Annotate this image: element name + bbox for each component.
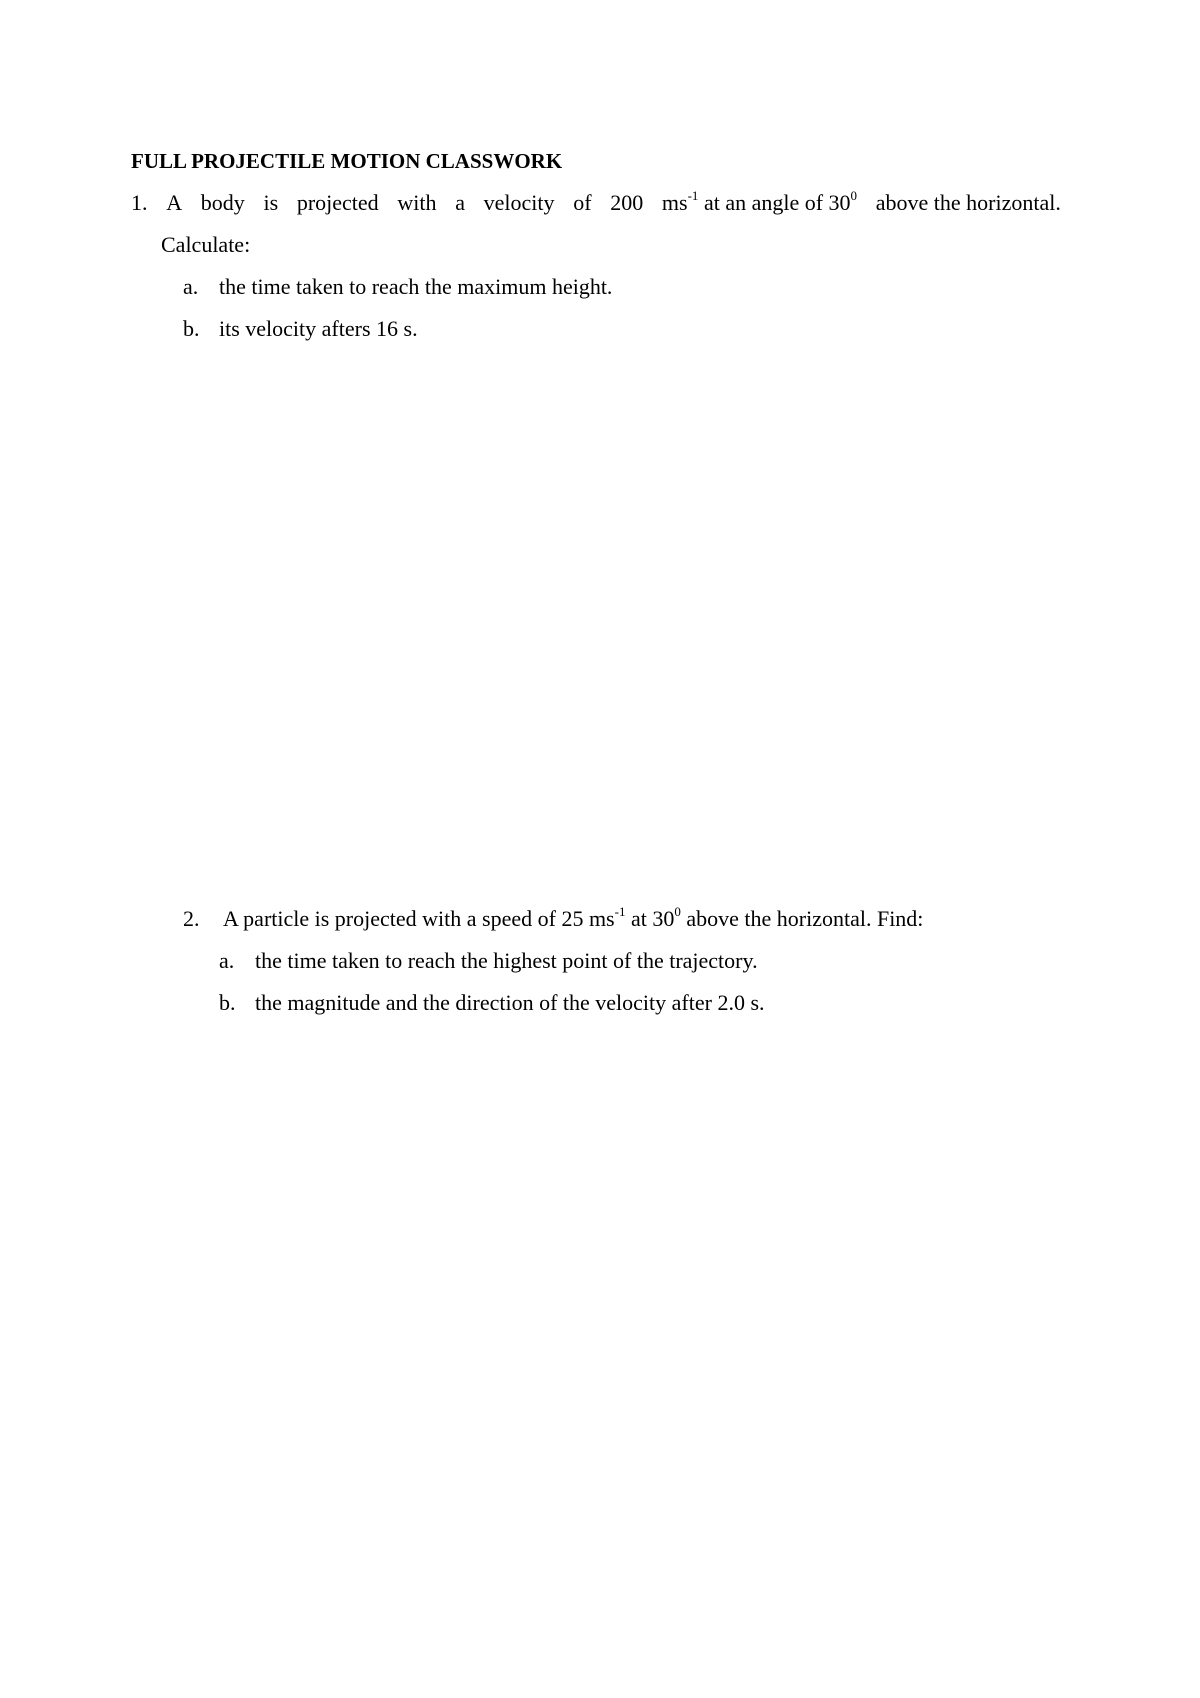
q2-degree-mark: 0 [674, 903, 681, 919]
question-2-number: 2. [183, 906, 200, 931]
q1-word: projected [296, 190, 379, 215]
question-1-number: 1. [131, 190, 148, 215]
q1-word: A [166, 190, 183, 215]
question-1-prompt: Calculate: [161, 232, 251, 257]
part-label: b. [219, 990, 236, 1015]
part-label: b. [183, 316, 200, 341]
q1-degree-mark: 0 [850, 187, 858, 203]
q1-unit [661, 187, 858, 216]
q2-text-mid: at 30 [625, 906, 675, 931]
q1-text-mid: at an angle of 30 [703, 190, 851, 215]
q1-text-end: above the horizontal. [875, 190, 1061, 215]
q1-word: with [397, 190, 437, 215]
part-text: the magnitude and the direction of the velocity after 2.0 s. [255, 990, 765, 1015]
q1-word: body [200, 190, 245, 215]
question-2-text [183, 903, 924, 932]
question-1-part-a [183, 274, 612, 300]
question-1-part-b [183, 316, 418, 342]
q1-word: 200 [610, 190, 644, 215]
question-2-part-a [219, 948, 758, 974]
q1-unit-exponent: -1 [687, 187, 699, 203]
q1-word: a [455, 190, 465, 215]
part-text: the time taken to reach the maximum height. [219, 274, 613, 299]
part-text: its velocity afters 16 s. [219, 316, 418, 341]
q2-text-start: A particle is projected with a speed of 25 ms [223, 906, 615, 931]
question-2-part-b [219, 990, 765, 1016]
part-label: a. [219, 948, 235, 973]
q2-unit-exponent: -1 [614, 903, 626, 919]
question-1-text [131, 187, 1061, 216]
q1-unit-base: ms [661, 190, 688, 215]
part-text: the time taken to reach the highest point of the trajectory. [255, 948, 758, 973]
q1-word: velocity [483, 190, 555, 215]
q1-word: is [263, 190, 279, 215]
part-label: a. [183, 274, 199, 299]
document-title: FULL PROJECTILE MOTION CLASSWORK [131, 149, 563, 173]
q1-word: of [573, 190, 592, 215]
q2-text-end: above the horizontal. Find: [680, 906, 924, 931]
